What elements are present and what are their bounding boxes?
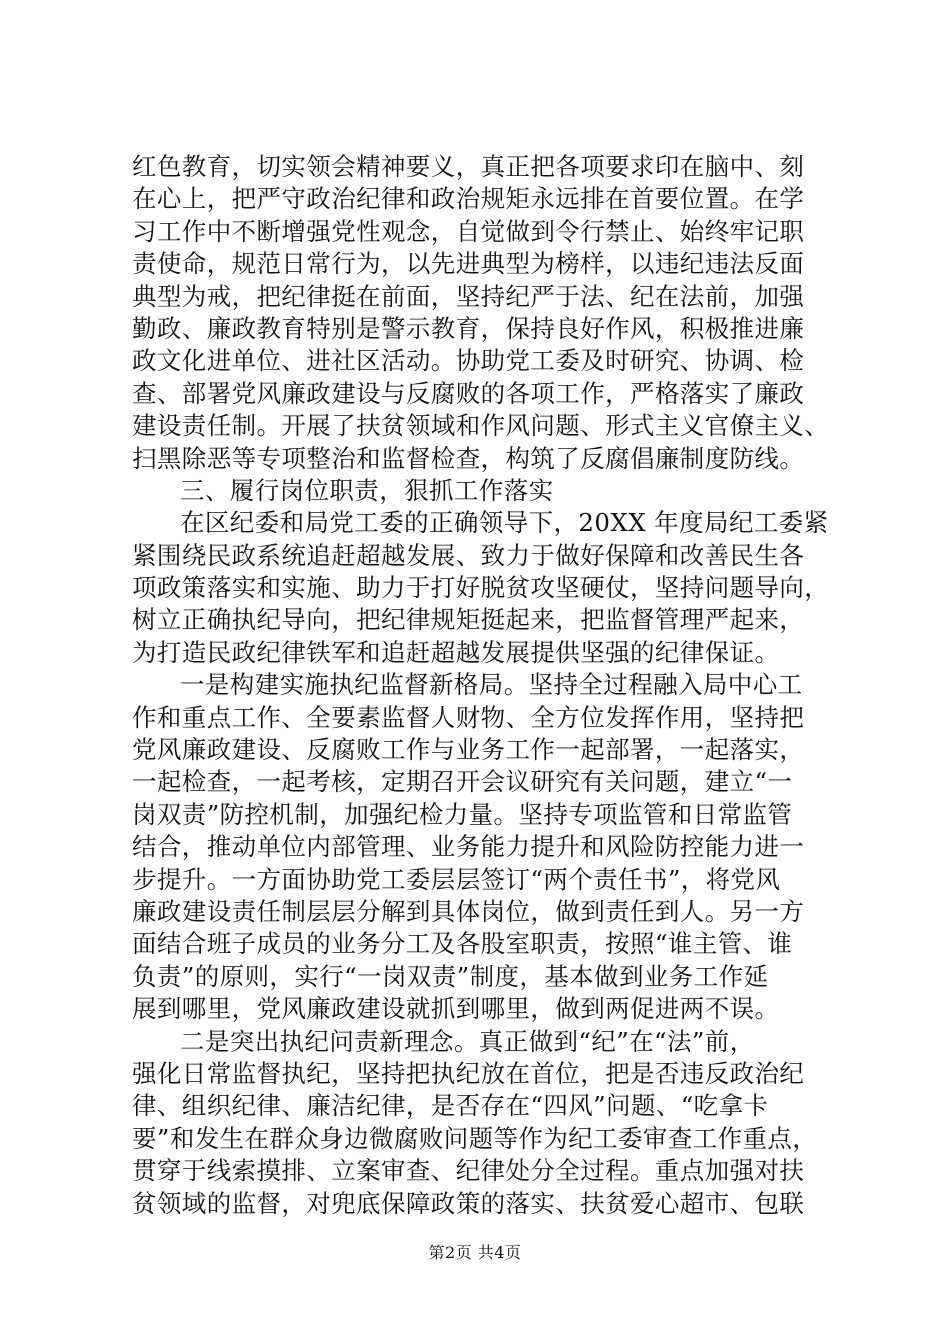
- text-line: 紧围绕民政系统追赶超越发展、致力于做好保障和改善民生各: [132, 540, 805, 570]
- text-line: 项政策落实和实施、助力于打好脱贫攻坚硬仗，坚持问题导向，: [132, 573, 830, 603]
- text-line: 结合，推动单位内部管理、业务能力提升和风险防控能力进一: [132, 832, 805, 862]
- paragraph-first-line: 二是突出执纪问责新理念。真正做到“纪”在“法”前，: [180, 1026, 755, 1056]
- text-line: 贫领域的监督，对兜底保障政策的落实、扶贫爱心超市、包联: [132, 1188, 805, 1218]
- text-line: 岗双责”防控机制，加强纪检力量。坚持专项监管和日常监管: [132, 799, 793, 829]
- text-line: 作和重点工作、全要素监督人财物、全方位发挥作用，坚持把: [132, 702, 805, 732]
- text-line: 党风廉政建设、反腐败工作与业务工作一起部署，一起落实，: [132, 735, 805, 765]
- text-line: 查、部署党风廉政建设与反腐败的各项工作，严格落实了廉政: [132, 378, 805, 408]
- text-line: 扫黑除恶等专项整治和监督检查，构筑了反腐倡廉制度防线。: [132, 443, 805, 473]
- text-line: 树立正确执纪导向，把纪律规矩挺起来，把监督管理严起来，: [132, 605, 805, 635]
- section-heading: 三、履行岗位职责，狠抓工作落实: [180, 475, 554, 505]
- text-line: 要”和发生在群众身边微腐败问题等作为纪工委审查工作重点，: [132, 1123, 818, 1153]
- text-line: 强化日常监督执纪，坚持把执纪放在首位，把是否违反政治纪: [132, 1058, 805, 1088]
- text-line: 建设责任制。开展了扶贫领域和作风问题、形式主义官僚主义、: [132, 411, 830, 441]
- text-line: 政文化进单位、进社区活动。协助党工委及时研究、协调、检: [132, 346, 805, 376]
- text-line: 红色教育，切实领会精神要义，真正把各项要求印在脑中、刻: [132, 152, 805, 181]
- text-line: 面结合班子成员的业务分工及各股室职责，按照“谁主管、谁: [132, 929, 793, 959]
- text-line: 勤政、廉政教育特别是警示教育，保持良好作风，积极推进廉: [132, 313, 805, 343]
- text-line: 展到哪里，党风廉政建设就抓到哪里，做到两促进两不误。: [132, 994, 780, 1024]
- text-line: 负责”的原则，实行“一岗双责”制度，基本做到业务工作延: [132, 961, 769, 991]
- text-line: 一起检查，一起考核，定期召开会议研究有关问题，建立“一: [132, 767, 793, 797]
- text-line: 在心上，把严守政治纪律和政治规矩永远排在首要位置。在学: [132, 184, 805, 214]
- text-line: 为打造民政纪律铁军和追赶超越发展提供坚强的纪律保证。: [132, 637, 780, 667]
- text-line: 律、组织纪律、廉洁纪律，是否存在“四风”问题、“吃拿卡: [132, 1091, 769, 1121]
- text-line: 典型为戒，把纪律挺在前面，坚持纪严于法、纪在法前，加强: [132, 281, 805, 311]
- text-line: 贯穿于线索摸排、立案审查、纪律处分全过程。重点加强对扶: [132, 1156, 805, 1186]
- text-line: 责使命，规范日常行为，以先进典型为榜样，以违纪违法反面: [132, 249, 805, 279]
- text-line: 步提升。一方面协助党工委层层签订“两个责任书”，将党风: [132, 864, 781, 894]
- paragraph-first-line: 一是构建实施执纪监督新格局。坚持全过程融入局中心工: [180, 670, 803, 700]
- paragraph-first-line: 在区纪委和局党工委的正确领导下，20XX 年度局纪工委紧: [180, 508, 829, 538]
- text-line: 廉政建设责任制层层分解到具体岗位，做到责任到人。另一方: [132, 896, 805, 926]
- document-body: [132, 151, 832, 1220]
- page-number-footer: 第2页 共4页: [428, 1243, 522, 1262]
- text-line: 习工作中不断增强党性观念，自觉做到令行禁止、始终牢记职: [132, 216, 805, 246]
